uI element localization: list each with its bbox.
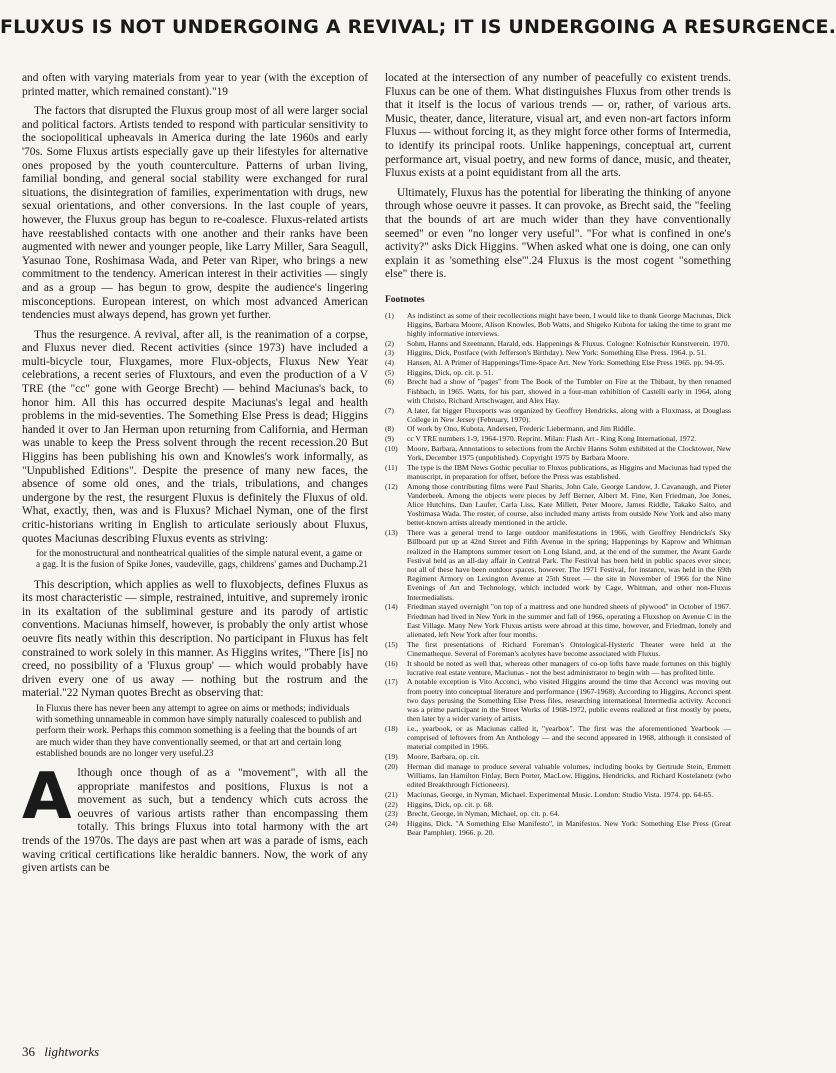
footnote-number: (11) [385, 462, 398, 472]
page-folio [22, 1044, 99, 1060]
footnote-text: The type is the IBM News Gothic peculiar to Fluxus publications, as Higgins and Maciunas had typed the manuscript, in preparation for offset, before the Press was established. [407, 462, 731, 481]
footnote-item [385, 677, 731, 723]
body-paragraph: located at the intersection of any number of peacefully co existent trends. Fluxus can be one of them. What distinguishes Fluxus from other trends is that it itself is the locus of various trends — or, rather, of various arts. Music, theater, dance, literature, visual art, and even non-art factors inform Fluxus — without forcing it, as they might force other forms of Intermedia, to identify its principal roots. Unlike happenings, conceptual art, current performance art, visual poetry, and new forms of dance, music, and theater, Fluxus exists at a point equidistant from all the arts. [385, 72, 731, 180]
footnote-text: Brecht, George, in Nyman, Michael, op. cit. p. 64. [407, 809, 560, 819]
footnote-text: There was a general trend to large outdoor manifestations in 1966, with Geoffrey Hendricks's Sky Billboard put up at 42nd Street and Fifth Avenue in the spring; Happenings by Kaprow and Whitman realized in the Hamptons summer resort on Long Island, and, at the end of the summer, the Avant Garde Festival held as an all-day affair in Central Park. The Festival has been held in public spaces ever since; not all of these have been outdoor spaces, however. The 1971 Festival, for instance, was held in the 69th Regiment Armory on Lexington Avenue at 25th Street — the site in November of 1966 for the Nine Evenings of Art and Technology, which included work by Cage, Whitman, and other non-Fluxus Intermedialists. [407, 528, 731, 602]
footnote-number: (1) [385, 310, 394, 320]
footnote-number: (23) [385, 809, 398, 819]
footnote-item [385, 434, 731, 443]
footnote-number: (16) [385, 658, 398, 668]
footnote-text: Moore, Barbara, op. cit. [407, 752, 480, 762]
body-paragraph: Ultimately, Fluxus has the potential for liberating the thinking of anyone through whose oeuvre it passes. It can provoke, as Brecht said, the "feeling that the bounds of art are much wider than they have conventionally seemed" or even "no longer very useful". "For what is confined in one's activity?" asks Dick Higgins. "When asked what one is doing, one can only explain it as 'something else'".24 Fluxus is the most cogent "something else" there is. [385, 186, 731, 281]
footnote-item [385, 368, 731, 377]
footnote-item [385, 762, 731, 790]
footnote-text: Hansen, Al. A Primer of Happenings/Time-Space Art. New York: Something Else Press 1965. pp. 94-95. [407, 358, 725, 368]
footnote-number: (17) [385, 677, 398, 687]
footnote-text: Friedman stayed overnight "on top of a mattress and one hundred sheets of plywood" in October of 1967. Friedman had lived in New York in the summer and fall of 1966, operating a Fluxshop on Avenue C in the East Village. Many New York Fluxus artists were abroad at this time, however, and Friedman, lonely and alienated, left New York after four months. [407, 602, 731, 639]
footnote-number: (19) [385, 752, 398, 762]
footnote-number: (24) [385, 818, 398, 828]
footnote-item [385, 377, 731, 405]
dropcap-paragraph [22, 759, 368, 876]
page-number: 36 [22, 1044, 35, 1059]
footnote-item [385, 339, 731, 348]
footnote-number: (20) [385, 761, 398, 771]
footnote-number: (5) [385, 367, 394, 377]
footnote-text: Higgins, Dick, op. cit. p. 51. [407, 367, 494, 377]
footnote-text: A notable exception is Vito Acconci, who visited Higgins around the time that Acconci was moving out from poetry into conceptual literature and performance (1967-1968). According to Higgins, Acconci spent two days perusing the Something Else Press files, researching international Intermedia activity. Acconci was a prime participant in the Street Works of 1968-1972, public events realized at first mostly by poets, then later by a wider variety of artists. [407, 677, 731, 724]
footnote-text: It should be noted as well that, whereas other managers of co-op lofts have made fortunes on this highly lucrative real estate venture, Maciunas - not the best administrator to begin with — has profited little. [407, 658, 731, 677]
footnote-number: (12) [385, 481, 398, 491]
footnote-text: Sohm, Hanns and Szeemann, Harald, eds. Happenings & Fluxus. Cologne: Kolnischer Kunstverein. 1970. [407, 338, 730, 348]
footnote-item [385, 640, 731, 658]
footnote-text: Among those contributing films were Paul Sharits, John Cale, George Landow, J. Cavanaugh, and Pieter Vanderbeek. Among the objects were pieces by Jeff Berner, Albert M. Fine, Ken Friedman, Joe Jones, Alice Hutchins, Dan Laufer, Carla Liss, Kate Millett, Peter Moore, James Riddle, Takako Saito, and Yoshimasa Wada. The roster, of course, also included many artists from outside New York and also many better-known artists already mentioned in the article. [407, 481, 731, 528]
footnote-text: Moore, Barbara, Annotations to selections from the Archiv Hanns Sohm exhibited at the Clocktower, New York, December 1975 (unpublished). Copyright 1975 by Barbara Moore. [407, 443, 731, 463]
body-paragraph: The factors that disrupted the Fluxus group most of all were larger social and political factors. Artists tended to respond with particular sensitivity to the sociopolitical upheavals in America during the late 1960s and early '70s. Some Fluxus artists especially gave up their lifestyles for alternative ones proposed by the youth counterculture. Patterns of urban living, familial bonding, and general social stability were exchanged for rural situations, the disintegration of families, experimentation with drugs, new sexual orientations, and other conversions. In the last couple of years, however, the Fluxus group has begun to re-coalesce. Fluxus-related artists have reestablished contacts with one another and their ranks have been augmented with newer and younger people, like Larry Miller, Sara Seagull, Yasunao Tone, Roshimasa Wada, and Peter van Riper, who brings a new commitment to the tendency. American interest in their activities — singly and as a group — has begun to grow, despite the audience's lingering misconceptions. European interest, on which most advanced American tendencies must always depend, has grown yet further. [22, 105, 368, 322]
footnote-item [385, 424, 731, 433]
footnote-item [385, 659, 731, 677]
footnote-text: A later, far bigger Fluxsports was organized by Geoffrey Hendricks, along with a Fluxmass, at Douglass College in New Jersey (February, 1970). [407, 405, 731, 424]
footnote-item [385, 790, 731, 799]
footnote-item [385, 528, 731, 602]
footnotes-list [385, 311, 731, 838]
footnote-number: (2) [385, 338, 394, 348]
footnote-item [385, 724, 731, 752]
footnote-item [385, 463, 731, 481]
body-paragraph: Thus the resurgence. A revival, after all, is the reanimation of a corpse, and Fluxus never died. Recent activities (since 1973) have included a multi-bicycle tour, Fluxgames, more Flux-objects, Fluxus New Year celebrations, a recent series of Fluxtours, and even the production of a V TRE (the "cc" gone with George Brecht) — behind Maciunas's back, to honor him. All this has occurred despite Maciunas's legal and health problems in the mid-seventies. The Something Else Press is dead; Higgins handed it over to Jan Herman upon returning from California, and Herman was unable to keep the Press solvent through the recent recession.20 But Higgins has been publishing his own and Knowles's work informally, as "Unpublished Editions". Despite the presence of many new faces, the absence of some old ones, and the trials, tribulations, and changes undergone by the rest, the resurgent Fluxus is definitely the Fluxus of old. What, exactly, then, was and is Fluxus? Michael Nyman, one of the first critic-historians writing in English to articulate seriously about Fluxus, quotes Maciunas describing Fluxus events as striving: [22, 328, 368, 545]
footnote-item [385, 809, 731, 818]
footnote-item [385, 444, 731, 462]
drop-cap: A [22, 759, 72, 834]
left-column [22, 72, 368, 876]
footnote-number: (15) [385, 639, 398, 649]
footnote-text: i.e., yearbook, or as Maciunas called it, "yearbox". The first was the aforementioned Yearbook — comprised of leftovers from An Anthology — and the second appeared in 1968, although it consisted of material compiled in 1966. [407, 723, 731, 752]
footnote-item [385, 800, 731, 809]
body-paragraph: lthough once though of as a "movement", with all the appropriate manifestos and positions, Fluxus is not a movement as such, but a tendency which cuts across the oeuvres of various artists rather than encompassing them totally. This brings Fluxus into total harmony with the art trends of the 1970s. The days are past when art was a parade of isms, each waving critical certifications like heraldic banners. Now, the work of any given artists can be [22, 766, 368, 875]
footnote-item [385, 482, 731, 528]
footnote-item [385, 819, 731, 837]
footnote-number: (4) [385, 358, 394, 368]
footnotes-heading: Footnotes [385, 294, 425, 305]
footnote-text: Herman did manage to produce several valuable volumes, including books by Gertrude Stein, Emmett Williams, Ian Hamilton Finlay, Bern Porter, MacLow, Higgins, Hendricks, and Richard Kostelanetz (who edited Breakthrough Fictioneers). [407, 761, 731, 790]
footnote-number: (7) [385, 405, 394, 415]
page-headline: FLUXUS IS NOT UNDERGOING A REVIVAL; IT IS UNDERGOING A RESURGENCE. [0, 16, 836, 38]
footnote-item [385, 752, 731, 761]
footnote-text: Higgins, Dick, Postface (with Jefferson's Birthday). New York: Something Else Press. 1964. p. 51. [407, 348, 707, 358]
footnote-number: (6) [385, 377, 394, 387]
footnote-item [385, 358, 731, 367]
footnote-text: Higgins, Dick. "A Something Else Manifesto", in Manifestos. New York: Something Else Press (Great Bear Pamphlet). 1966. p. 20. [407, 818, 731, 838]
footnote-number: (13) [385, 528, 398, 538]
body-paragraph: This description, which applies as well to fluxobjects, defines Fluxus as its most characteristic — simple, restrained, intuitive, and supremely ironic in its exaltation of the subliminal gesture and its parody of artistic conventions. Maciunas himself, however, is probably the only artist whose oeuvre fits neatly within this description. No participant in Fluxus has felt constrained to work solely in this manner. As Higgins writes, "There [is] no creed, no possibility of a 'Fluxus group' — which would probably have driven every one of us away — nothing but the rostrum and the material."22 Nyman quotes Brecht as observing that: [22, 578, 368, 700]
footnote-number: (18) [385, 723, 398, 733]
footnote-item [385, 348, 731, 357]
footnote-number: (10) [385, 443, 398, 453]
footnote-item [385, 311, 731, 339]
right-column [385, 72, 731, 838]
magazine-name: lightworks [44, 1044, 100, 1059]
footnote-text: Higgins, Dick, op. cit. p. 68. [407, 799, 494, 809]
footnote-number: (14) [385, 602, 398, 612]
footnote-number: (21) [385, 789, 398, 799]
footnote-text: The first presentations of Richard Foreman's Ontological-Hysteric Theater were held at the Cinematheque. Several of Foreman's acolytes have become associated with Fluxus. [407, 639, 731, 658]
footnote-item [385, 602, 731, 639]
footnote-text: As indistinct as some of their recollections might have been, I would like to thank George Maciunas, Dick Higgins, Barbara Moore, Alison Knowles, Bob Watts, and Shigeko Kubota for taking the time to grant me highly informative interviews. [407, 310, 731, 338]
footnote-number: (22) [385, 799, 398, 809]
footnote-text: Of work by Ono, Kubota, Andersen, Frederic Liebermann, and Jim Riddle. [407, 424, 635, 434]
footnote-number: (8) [385, 424, 394, 434]
block-quote: In Fluxus there has never been any attempt to agree on aims or methods; individuals with something unnameable in common have simply naturally coalesced to publish and perform their work. Perhaps this common something is a feeling that the bounds of art are much wider than they have conventionally seemed, or that art and certain long established bounds are no longer very useful.23 [36, 703, 362, 759]
footnote-item [385, 406, 731, 424]
block-quote: for the monostructural and nontheatrical qualities of the simple natural event, a game or a gag. It is the fusion of Spike Jones, vaudeville, gags, childrens' games and Duchamp.21 [36, 549, 368, 571]
footnote-text: Brecht had a show of "pages" from The Book of the Tumbler on Fire at the Thibaut, by then renamed Fishbach, in 1965. Watts, for his part, showed in a four-man exhibition of Castelli early in 1964, along with Christo, Richard Artschwager, and Alex Hay. [407, 377, 731, 405]
footnote-number: (3) [385, 348, 394, 358]
footnote-text: Maciunas, George, in Nyman, Michael. Experimental Music. London: Studio Vista. 1974. pp. 64-65. [407, 789, 714, 799]
footnote-text: cc V TRE numbers 1-9, 1964-1970. Reprint. Milan: Flash Art - King Kong International, 1972. [407, 434, 697, 444]
footnote-number: (9) [385, 434, 394, 444]
body-paragraph: and often with varying materials from year to year (with the exception of printed matter, which remained constant)."19 [22, 72, 368, 98]
